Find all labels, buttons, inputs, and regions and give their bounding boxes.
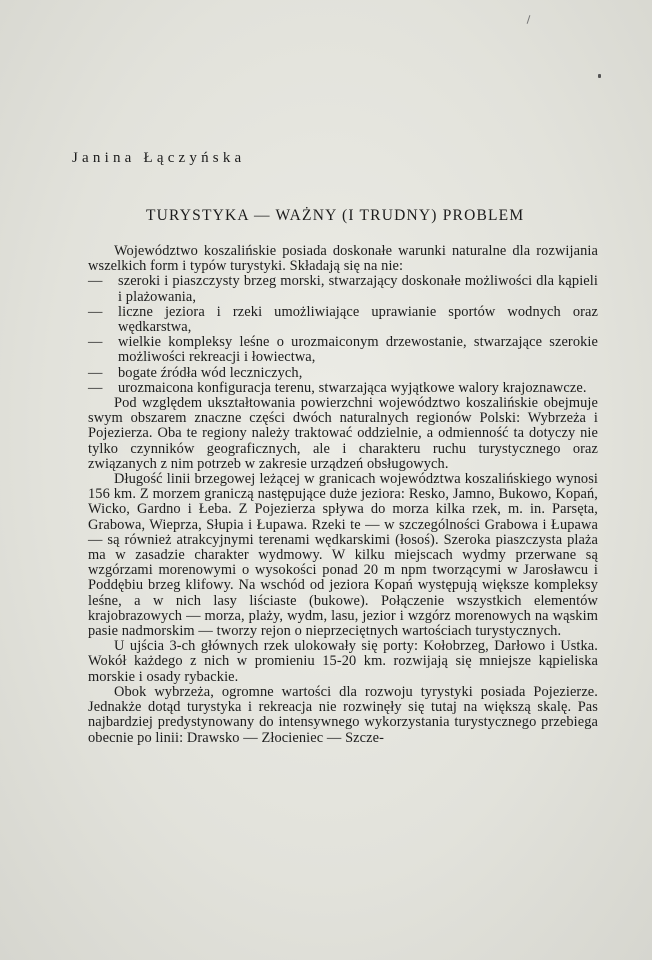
body-paragraph: Długość linii brzegowej leżącej w granicach województwa koszalińskiego wynosi 156 km. Z morzem graniczą następujące duże jeziora: Resko, Jamno, Bukowo, Kopań, Wicko, Gardno i Łeba. Z Pojezierza spływa do morza kilka rzek, m. in. Parsęta, Grabowa, Wieprza, Słupia i Łupawa. Rzeki te — w szczególności Grabowa i Łupawa — są również atrakcyjnymi terenami wędkarskimi (łosoś). Szeroka piaszczysta plaża ma w zasadzie charakter wydmowy. W kilku miejscach wydmy przerwane są wzgórzami morenowymi o wysokości ponad 20 m npm tworzącymi w Jarosławcu i Poddębiu brzeg klifowy. Na wschód od jeziora Kopań występują większe kompleksy leśne, a w nich lasy liściaste (bukowe). Połączenie wszystkich elementów krajobrazowych — morza, plaży, wydm, lasu, jezior i wzgórz morenowych na wąskim pasie nadmorskim — tworzy rejon o nieprzeciętnych wartościach turystycznych. — [88, 471, 598, 640]
list-dash: — — [88, 273, 103, 290]
list-dash: — — [88, 303, 103, 320]
list-dash: — — [88, 379, 103, 396]
body-paragraph: Obok wybrzeża, ogromne wartości dla rozwoju tyrystyki posiada Pojezierze. Jednakże dotąd turystyka i rekreacja nie rozwinęły się tutaj na większą skalę. Pas najbardziej predystynowany do intensywnego wykorzystania turystycznego przebiega obecnie po linii: Drawsko — Złocieniec — Szcze- — [88, 683, 598, 746]
article-title: TURYSTYKA — WAŻNY (I TRUDNY) PROBLEM — [146, 207, 525, 224]
list-item — [88, 381, 598, 396]
list-item — [88, 335, 598, 365]
list-dash: — — [88, 364, 103, 381]
list-item — [88, 305, 598, 335]
paper-mark — [527, 15, 531, 24]
feature-list — [88, 274, 598, 396]
author-name: Janina Łączyńska — [72, 150, 246, 166]
intro-paragraph: Województwo koszalińskie posiada doskonałe warunki naturalne dla rozwijania wszelkich form i typów turystyki. Składają się na nie: — [88, 243, 598, 275]
body-paragraph: Pod względem ukształtowania powierzchni województwo koszalińskie obejmuje swym obszarem znaczne części dwóch naturalnych regionów Polski: Wybrzeża i Pojezierza. Oba te regiony należy traktować oddzielnie, a odmienność ta dotyczy nie tylko czynników geograficznych, ale i charakteru ruchu turystycznego oraz związanych z nim potrzeb w zakresie urządzeń obsługowych. — [88, 395, 598, 472]
list-item-text: bogate źródła wód leczniczych, — [118, 364, 303, 381]
body-paragraph: U ujścia 3-ch głównych rzek ulokowały się porty: Kołobrzeg, Darłowo i Ustka. Wokół każdego z nich w promieniu 15-20 km. rozwijają się mniejsze kąpieliska morskie i osady rybackie. — [88, 638, 598, 685]
list-item-text: wielkie kompleksy leśne o urozmaiconym drzewostanie, stwarzające szerokie możliwości rekreacji i łowiectwa, — [118, 334, 598, 366]
list-item-text: liczne jeziora i rzeki umożliwiające uprawianie sportów wodnych oraz wędkarstwa, — [118, 303, 598, 336]
list-item — [88, 274, 598, 304]
list-item — [88, 366, 598, 381]
list-item-text: urozmaicona konfiguracja terenu, stwarzająca wyjątkowe walory krajoznawcze. — [118, 379, 587, 396]
list-item-text: szeroki i piaszczysty brzeg morski, stwarzający doskonałe możliwości dla kąpieli i plażowania, — [118, 273, 598, 305]
article-body — [88, 244, 598, 746]
list-dash: — — [88, 334, 103, 351]
ink-spot — [598, 74, 601, 78]
